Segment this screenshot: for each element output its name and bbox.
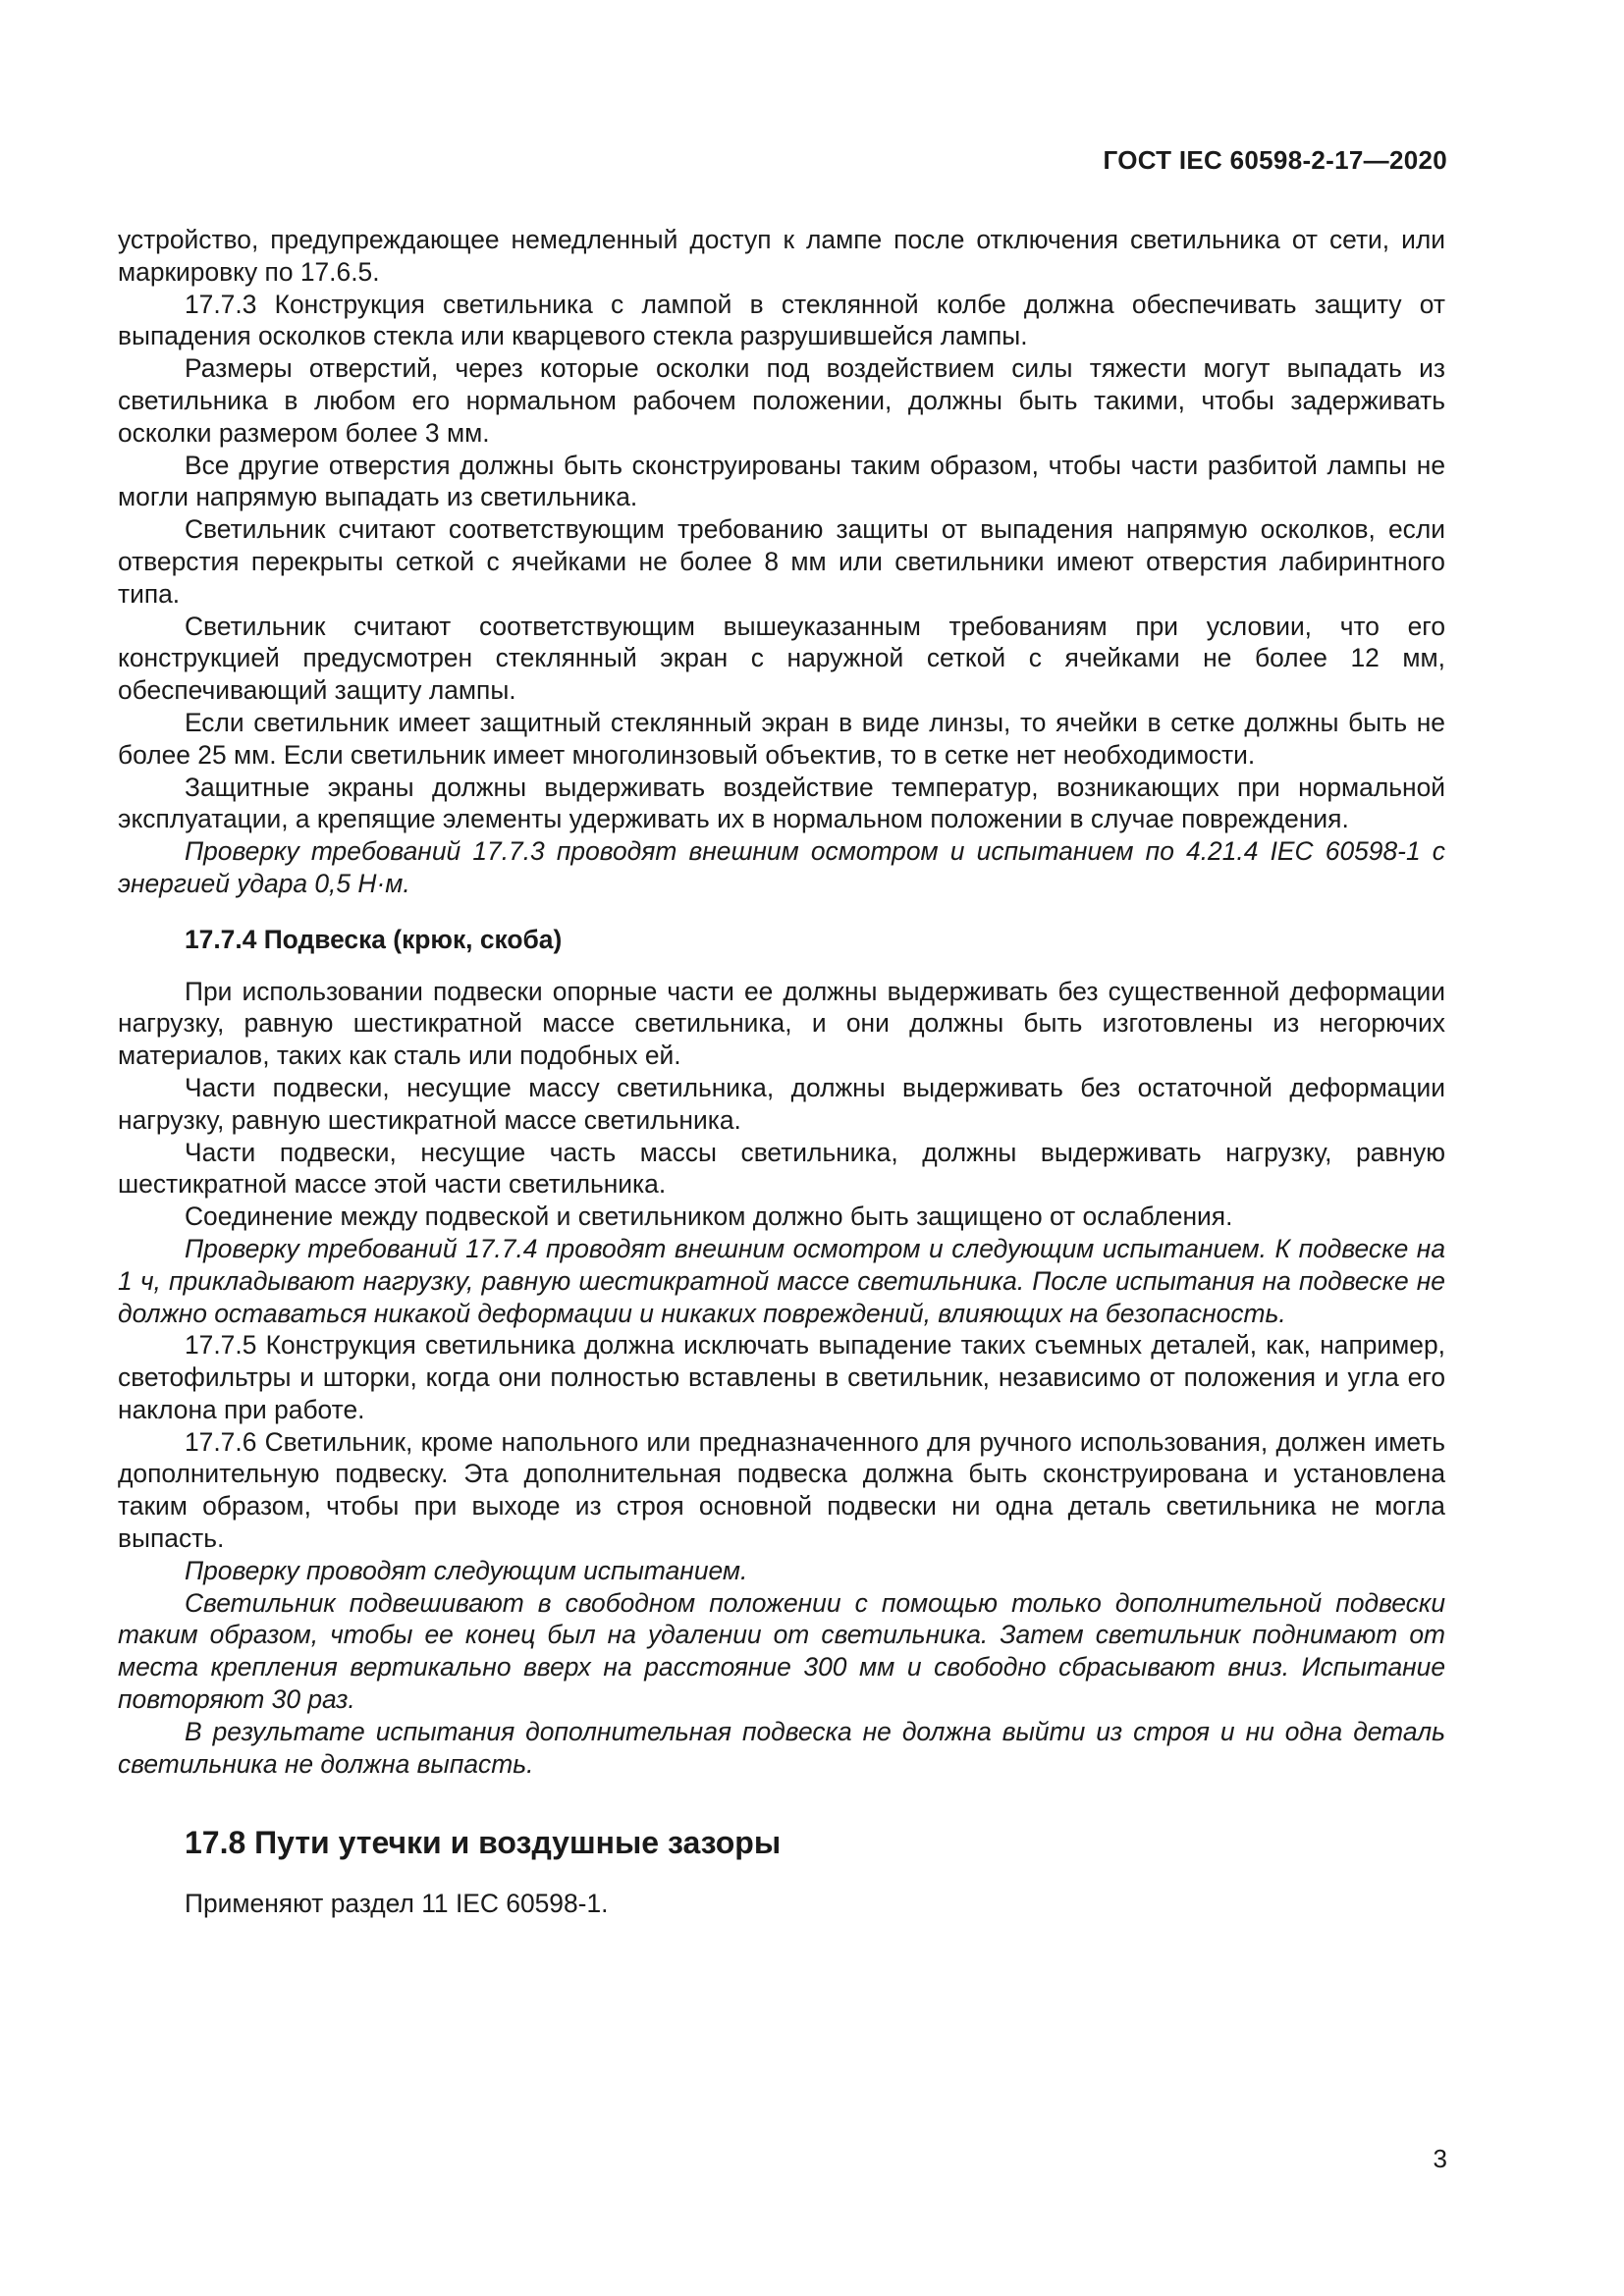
paragraph: Размеры отверстий, через которые осколки под воздействием силы тяжести могут выпадать из светильника в любом его нормальном рабочем положении, должны быть такими, чтобы задерживать осколки размером более 3 мм. <box>118 353 1445 448</box>
paragraph-continuation: устройство, предупреждающее немедленный доступ к лампе после отключения светильника от сети, или маркировку по 17.6.5. <box>118 225 1445 287</box>
paragraph: Части подвески, несущие часть массы светильника, должны выдерживать нагрузку, равную шестикратной массе этой части светильника. <box>118 1137 1445 1200</box>
document-header-title: ГОСТ IEC 60598-2-17—2020 <box>1103 145 1447 175</box>
test-procedure-paragraph: В результате испытания дополнительная подвеска не должна выйти из строя и ни одна деталь светильника не должна выпасть. <box>118 1716 1445 1779</box>
paragraph: 17.7.5 Конструкция светильника должна исключать выпадение таких съемных деталей, как, например, светофильтры и шторки, когда они полностью вставлены в светильник, независимо от положения и угла его наклона при работе. <box>118 1330 1445 1424</box>
paragraph: 17.7.6 Светильник, кроме напольного или предназначенного для ручного использования, должен иметь дополнительную подвеску. Эта дополнительная подвеска должна быть сконструирована и установлена таким образом, чтобы при выходе из строя основной подвески ни одна деталь светильника не могла выпасть. <box>118 1426 1445 1554</box>
paragraph: Защитные экраны должны выдерживать воздействие температур, возникающих при нормальной эксплуатации, а крепящие элементы удерживать их в нормальном положении в случае повреждения. <box>118 772 1445 834</box>
page-number: 3 <box>1433 2144 1447 2173</box>
test-procedure-paragraph: Проверку требований 17.7.3 проводят внешним осмотром и испытанием по 4.21.4 IEC 60598-1 с энергией удара 0,5 Н·м. <box>118 836 1445 898</box>
paragraph: При использовании подвески опорные части ее должны выдерживать без существенной деформации нагрузку, равную шестикратной массе светильника, и они должны быть изготовлены из негорючих материалов, таких как сталь или подобных ей. <box>118 976 1445 1071</box>
paragraph: Светильник считают соответствующим вышеуказанным требованиям при условии, что его конструкцией предусмотрен стеклянный экран с наружной сеткой с ячейками не более 12 мм, обеспечивающий защиту лампы. <box>118 611 1445 706</box>
paragraph: Части подвески, несущие массу светильника, должны выдерживать без остаточной деформации нагрузку, равную шестикратной массе светильника. <box>118 1072 1445 1135</box>
test-procedure-paragraph: Проверку проводят следующим испытанием. <box>185 1555 748 1585</box>
test-procedure-paragraph: Светильник подвешивают в свободном положении с помощью только дополнительной подвески таким образом, чтобы ее конец был на удалении от светильника. Затем светильник поднимают от места крепления вертикально вверх на расстояние 300 мм и свободно сбрасывают вниз. Испытание повторяют 30 раз. <box>118 1587 1445 1715</box>
paragraph: 17.7.3 Конструкция светильника с лампой в стеклянной колбе должна обеспечивать защиту от выпадения осколков стекла или кварцевого стекла разрушившейся лампы. <box>118 289 1445 351</box>
paragraph: Если светильник имеет защитный стеклянный экран в виде линзы, то ячейки в сетке должны быть не более 25 мм. Если светильник имеет многолинзовый объектив, то в сетке нет необходимости. <box>118 707 1445 770</box>
subsection-heading: 17.7.4 Подвеска (крюк, скоба) <box>185 924 563 954</box>
test-procedure-paragraph: Проверку требований 17.7.4 проводят внешним осмотром и следующим испытанием. К подвеске на 1 ч, прикладывают нагрузку, равную шестикратной массе светильника. После испытания на подвеске не должно оставаться никакой деформации и никаких повреждений, влияющих на безопасность. <box>118 1233 1445 1328</box>
paragraph: Применяют раздел 11 IEC 60598-1. <box>185 1889 609 1919</box>
paragraph: Соединение между подвеской и светильником должно быть защищено от ослабления. <box>185 1201 1233 1232</box>
paragraph: Светильник считают соответствующим требованию защиты от выпадения напрямую осколков, если отверстия перекрыты сеткой с ячейками не более 8 мм или светильники имеют отверстия лабиринтного типа. <box>118 514 1445 609</box>
paragraph: Все другие отверстия должны быть сконструированы таким образом, чтобы части разбитой лампы не могли напрямую выпадать из светильника. <box>118 450 1445 512</box>
section-heading: 17.8 Пути утечки и воздушные зазоры <box>185 1825 782 1861</box>
document-body <box>118 224 1445 1920</box>
